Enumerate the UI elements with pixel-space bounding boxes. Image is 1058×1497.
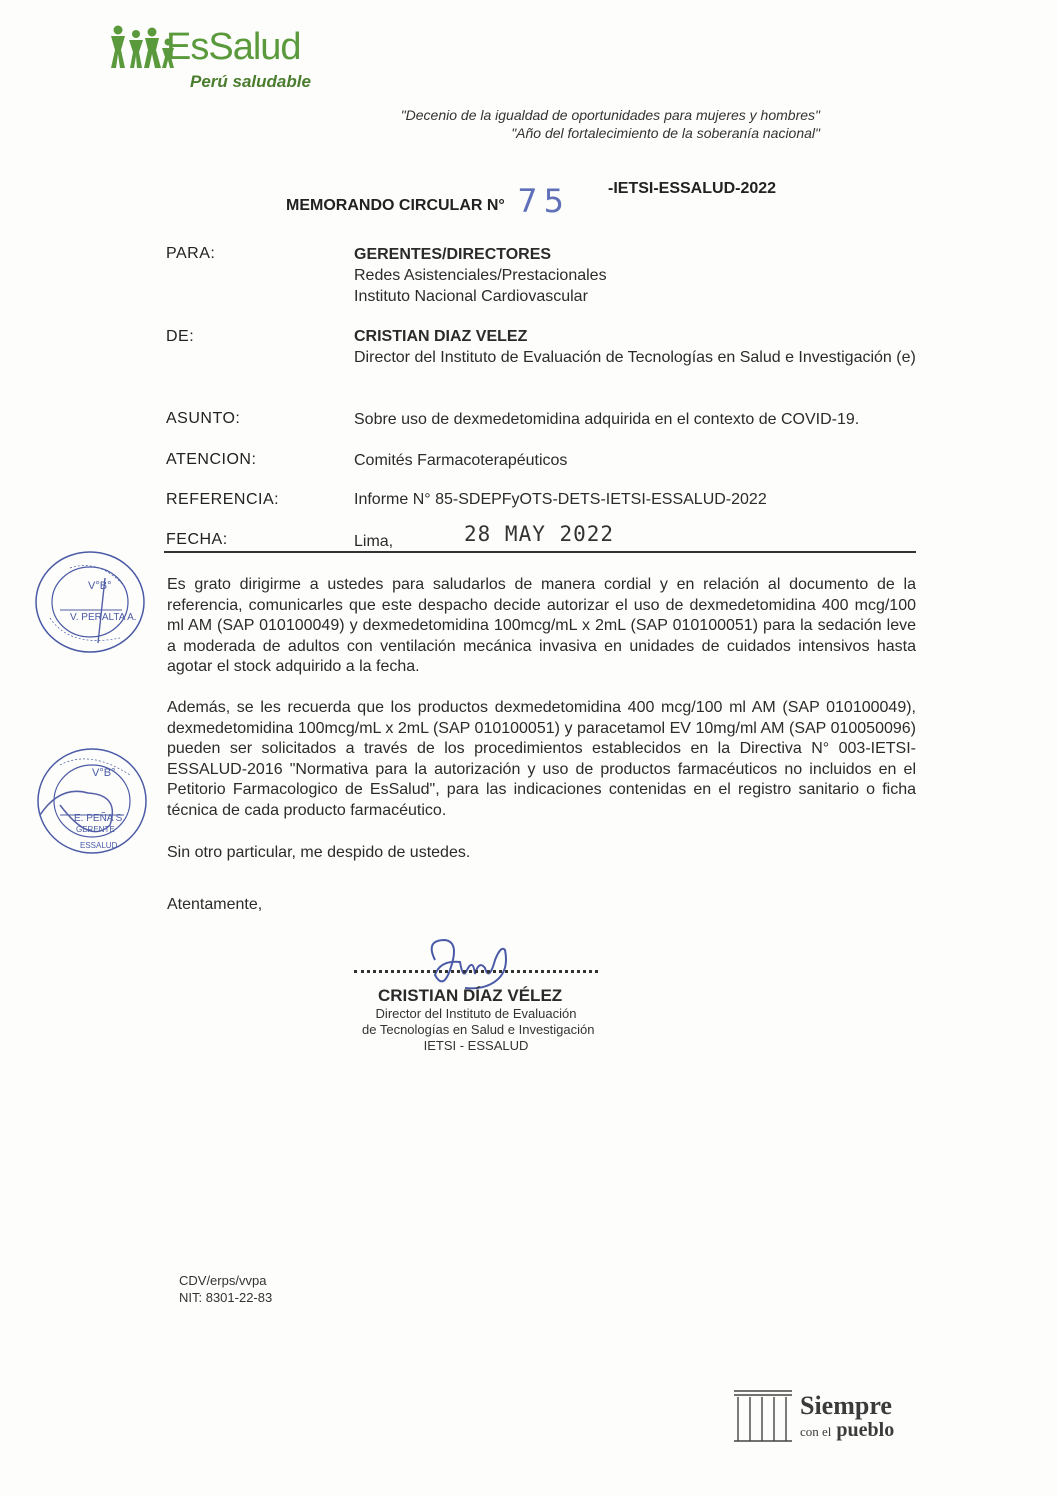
logo-tagline: Perú saludable <box>190 72 311 91</box>
closing-text: Atentamente, <box>167 896 263 913</box>
fecha-place: Lima, <box>354 533 394 550</box>
body-paragraph-3: Sin otro particular, me despido de ustedes. <box>167 844 471 861</box>
seal-2-vb: V°B° <box>92 767 116 779</box>
seal-2-role: GERENTE <box>76 825 115 834</box>
atencion-label: ATENCION: <box>166 451 257 468</box>
signatory-title <box>362 1006 595 1054</box>
signatory-title-line-2: de Tecnologías en Salud e Investigación <box>362 1022 595 1037</box>
nit-number: NIT: 8301-22-83 <box>179 1290 273 1305</box>
de-line-1: CRISTIAN DIAZ VELEZ <box>354 328 528 345</box>
referencia-label: REFERENCIA: <box>166 491 280 508</box>
seal-2-ring-text: ESSALUD <box>80 841 118 850</box>
body-paragraph-1: Es grato dirigirme a ustedes para saludarlos de manera cordial y en relación al documento de la referencia, comunicarles que este despacho decide autorizar el uso de dexmedetomidina 400 mcg/100 ml AM (SAP 010100049) y dexmedetomidina 100mcg/mL x 2mL (SAP 010100051) para la sedación leve a moderada de adultos con ventilación mecánica invasiva en unidades de cuidados intensivos hasta agotar el stock adquirido a la fecha. <box>167 576 916 675</box>
decenio-header <box>300 106 820 142</box>
siempre-con-el-pueblo-logo <box>730 1385 910 1445</box>
seal-vb-pena <box>30 745 148 853</box>
essalud-logo <box>108 22 338 102</box>
referencia-value: Informe N° 85-SDEPFyOTS-DETS-IETSI-ESSALUD-2022 <box>354 491 767 508</box>
memo-title-prefix: MEMORANDO CIRCULAR N° <box>286 197 505 214</box>
signatory-name: CRISTIAN DÍAZ VÉLEZ <box>378 986 563 1005</box>
para-label: PARA: <box>166 245 216 262</box>
memo-title-suffix: -IETSI-ESSALUD-2022 <box>608 180 777 197</box>
seal-1-vb: V°B° <box>88 580 112 592</box>
para-line-3: Instituto Nacional Cardiovascular <box>354 288 588 305</box>
initials: CDV/erps/vvpa <box>179 1273 267 1288</box>
de-value <box>354 326 916 368</box>
signature-dotted-line <box>354 970 598 973</box>
de-line-2: Director del Instituto de Evaluación de Tecnologías en Salud e Investigación (e) <box>354 349 916 366</box>
fecha-date-stamp: 28 MAY 2022 <box>464 522 615 546</box>
para-line-1: GERENTES/DIRECTORES <box>354 246 552 263</box>
slogan-word: pueblo <box>836 1419 895 1441</box>
de-label: DE: <box>166 328 195 345</box>
slogan-line-2 <box>800 1419 894 1442</box>
header-divider <box>164 551 916 553</box>
columns-icon <box>730 1385 796 1445</box>
decenio-line-2: "Año del fortalecimiento de la soberanía nacional" <box>511 125 820 141</box>
seal-1-name: V. PERALTA A. <box>70 612 137 623</box>
para-line-2: Redes Asistenciales/Prestacionales <box>354 267 607 284</box>
decenio-line-1: "Decenio de la igualdad de oportunidades para mujeres y hombres" <box>400 107 820 123</box>
seal-vb-peralta <box>30 548 148 656</box>
logo-brand-text: EsSalud <box>166 26 301 68</box>
slogan-small: con el <box>800 1424 832 1439</box>
body-paragraph-2: Además, se les recuerda que los productos dexmedetomidina 400 mcg/100 ml AM (SAP 010100049), dexmedetomidina 100mcg/mL x 2mL (SAP 010100051) y paracetamol EV 10mg/ml AM (SAP 010050096) pueden ser solicitados a través de los procedimientos establecidos en la Directiva N° 003-IETSI-ESSALUD-2016 "Normativa para la autorización y uso de productos farmacéuticos no incluidos en el Petitorio Farmacologico de EsSalud", para las indicaciones contenidas en el registro sanitario o ficha técnica de cada producto farmacéutico. <box>167 699 916 819</box>
asunto-value: Sobre uso de dexmedetomidina adquirida en el contexto de COVID-19. <box>354 411 860 428</box>
fecha-label: FECHA: <box>166 531 228 548</box>
memo-title <box>286 180 777 220</box>
seal-1-icon <box>30 548 148 656</box>
signatory-title-line-3: IETSI - ESSALUD <box>423 1038 529 1053</box>
asunto-label: ASUNTO: <box>166 410 241 427</box>
signatory-title-line-1: Director del Instituto de Evaluación <box>375 1006 577 1021</box>
para-value <box>354 244 916 307</box>
memo-number-handwritten: 75 <box>517 182 570 220</box>
atencion-value: Comités Farmacoterapéuticos <box>354 452 568 469</box>
slogan-line-1: Siempre <box>800 1391 892 1420</box>
seal-2-name: E. PEÑA S. <box>74 813 126 824</box>
